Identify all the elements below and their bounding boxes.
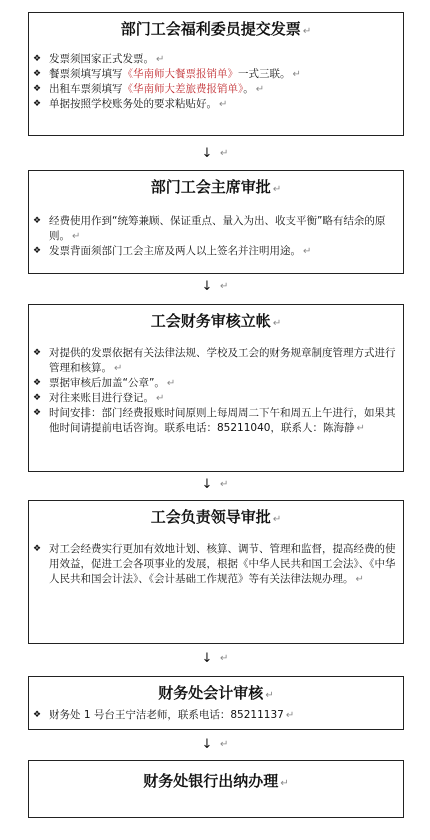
flow-arrow-2: ↓ ↵ [201, 279, 229, 294]
down-arrow-icon: ↓ [201, 651, 213, 666]
diamond-bullet-icon: ❖ [33, 54, 42, 64]
list-item: ❖ 发票背面须部门工会主席及两人以上签名并注明用途。 ↵ [33, 245, 312, 257]
down-arrow-icon: ↓ [201, 477, 213, 492]
diamond-bullet-icon: ❖ [33, 393, 42, 403]
step-box-2 [28, 170, 404, 274]
flow-arrow-4: ↓ ↵ [201, 651, 229, 666]
diamond-bullet-icon: ❖ [33, 408, 42, 418]
diamond-bullet-icon: ❖ [33, 69, 42, 79]
list-item: ❖ 发票须国家正式发票。 ↵ [33, 53, 165, 65]
diamond-bullet-icon: ❖ [33, 378, 42, 388]
list-item: ❖ 单据按照学校账务处的要求粘贴好。 ↵ [33, 98, 228, 110]
diamond-bullet-icon: ❖ [33, 246, 42, 256]
list-item: ❖ 票据审核后加盖“公章”。 ↵ [33, 377, 176, 389]
down-arrow-icon: ↓ [201, 737, 213, 752]
step-box-3 [28, 304, 404, 472]
list-item: ❖ 出租车票须填写《华南师大差旅费报销单》。 ↵ [33, 83, 265, 95]
step-title-6: 财务处银行出纳办理 ↵ [143, 772, 289, 790]
diamond-bullet-icon: ❖ [33, 710, 42, 720]
step-title-2: 部门工会主席审批 ↵ [150, 178, 282, 196]
step-title-5: 财务处会计审核 ↵ [158, 684, 274, 702]
list-item: ❖ 经费使用作到“统筹兼顾、保证重点、量入为出、收支平衡”略有结余的原则。 ↵ [33, 215, 386, 242]
diamond-bullet-icon: ❖ [33, 216, 42, 226]
step-box-5 [28, 676, 404, 730]
step-title-3: 工会财务审核立帐 ↵ [150, 312, 282, 330]
list-item: ❖ 财务处 1 号台王宁洁老师，联系电话：85211137 ↵ [33, 709, 295, 721]
flow-arrow-5: ↓ ↵ [201, 737, 229, 752]
flow-arrow-3: ↓ ↵ [201, 477, 229, 492]
step-box-6 [28, 760, 404, 818]
diamond-bullet-icon: ❖ [33, 99, 42, 109]
list-item: ❖ 对工会经费实行更加有效地计划、核算、调节、管理和监督，提高经费的使用效益，促进工会各项事业的发展，根据《中华人民共和国工会法》、《中华人民共和国会计法》、《会计基础工作规范》等有关法律法规办理。 ↵ [33, 543, 396, 585]
step-title-1: 部门工会福利委员提交发票 ↵ [120, 20, 312, 38]
flow-arrow-1: ↓ ↵ [201, 146, 229, 161]
list-item: ❖ 餐票须填写填写《华南师大餐票报销单》一式三联。 ↵ [33, 68, 301, 80]
down-arrow-icon: ↓ [201, 146, 213, 161]
step-box-1 [28, 12, 404, 136]
list-item: ❖ 对提供的发票依据有关法律法规、学校及工会的财务规章制度管理方式进行管理和核算。 ↵ [33, 347, 396, 374]
down-arrow-icon: ↓ [201, 279, 213, 294]
list-item: ❖ 时间安排：部门经费报账时间原则上每周周二下午和周五上午进行，如果其他时间请提前电话咨询。联系电话：85211040，联系人：陈海静 ↵ [33, 407, 396, 434]
list-item: ❖ 对往来账目进行登记。 ↵ [33, 392, 165, 404]
step-box-4 [28, 500, 404, 644]
step-title-4: 工会负责领导审批 ↵ [150, 508, 282, 526]
diamond-bullet-icon: ❖ [33, 348, 42, 358]
diamond-bullet-icon: ❖ [33, 544, 42, 554]
diamond-bullet-icon: ❖ [33, 84, 42, 94]
